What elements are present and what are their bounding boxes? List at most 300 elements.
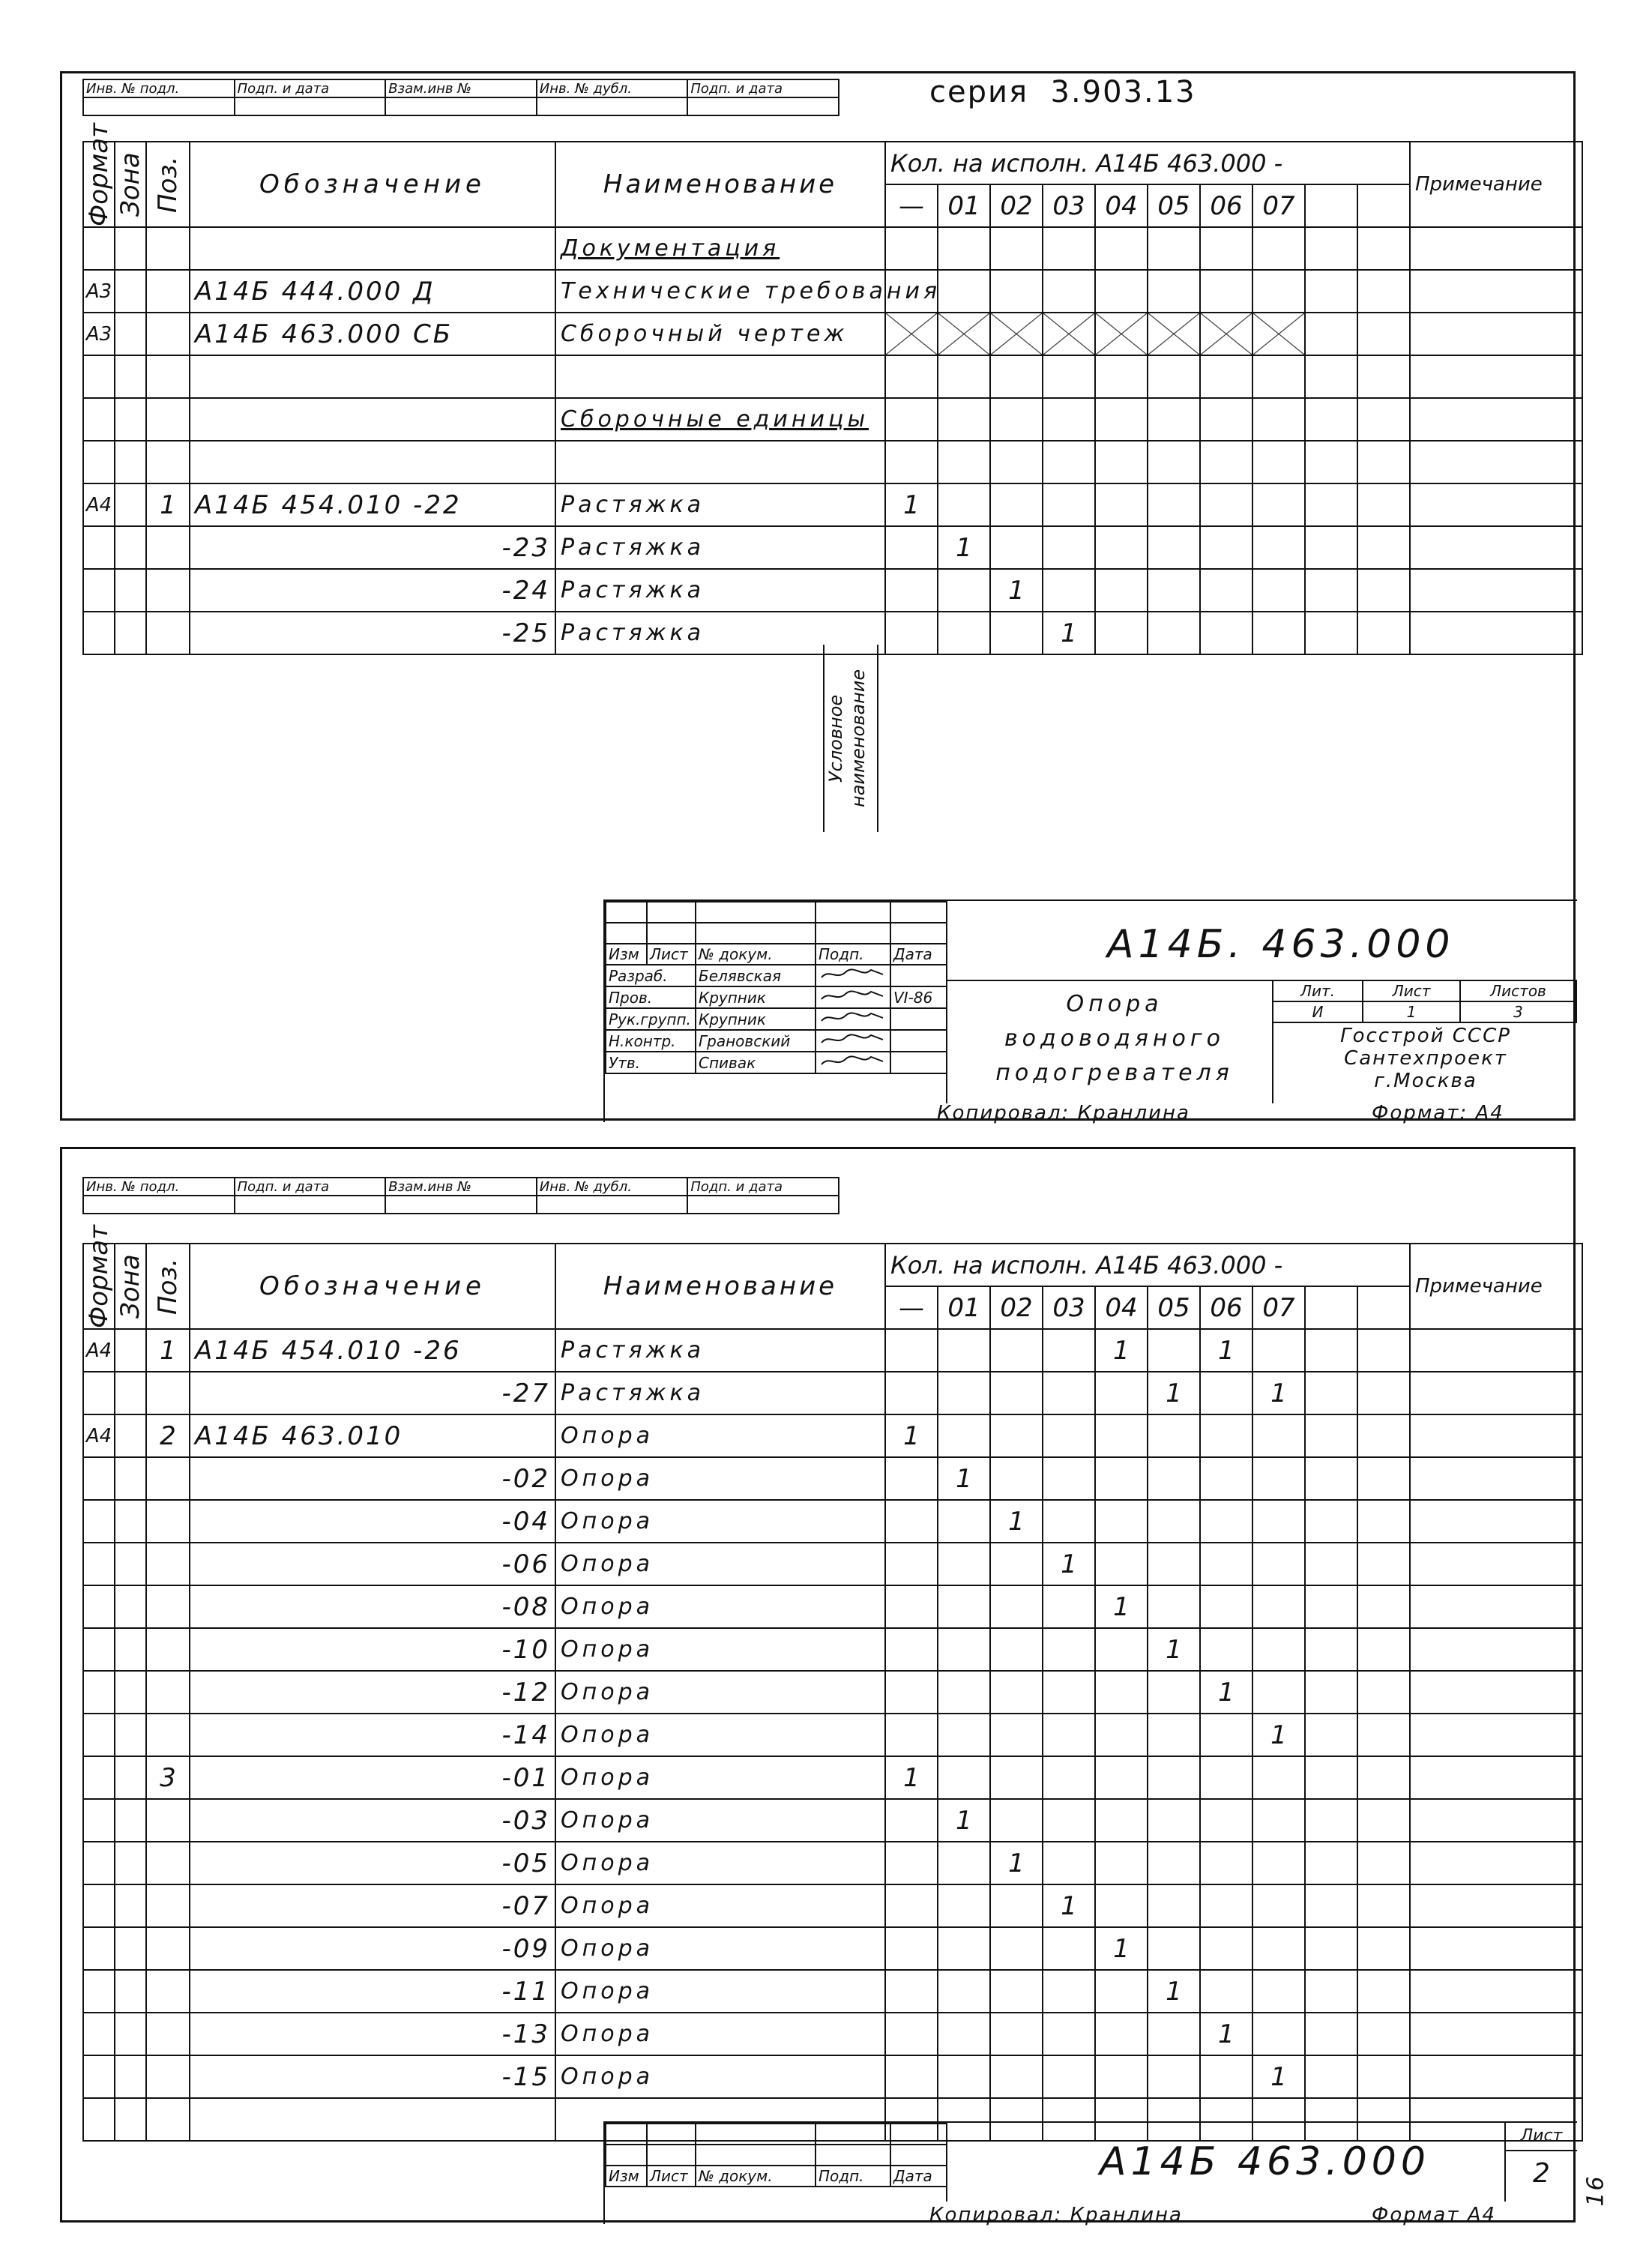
note-cell <box>1410 227 1582 270</box>
qty-cell <box>1043 398 1095 441</box>
qty-cell <box>1148 526 1200 569</box>
zone-cell <box>115 1884 146 1927</box>
variant-header: 05 <box>1148 184 1200 227</box>
qty-cell <box>1043 227 1095 270</box>
qty-cell <box>1148 2055 1200 2098</box>
qty-cell <box>1095 1457 1148 1500</box>
qty-cell <box>885 1671 938 1714</box>
qty-cell <box>938 612 990 654</box>
qty-cell <box>1252 441 1305 483</box>
name-cell <box>555 441 885 483</box>
designation-cell: -09 <box>190 1927 555 1970</box>
qty-cell <box>1200 227 1252 270</box>
qty-cell <box>1095 441 1148 483</box>
qty-cell <box>1252 313 1305 355</box>
spec-row <box>83 1714 1582 1756</box>
qty-cell <box>1095 1414 1148 1457</box>
qty-cell: 1 <box>938 1799 990 1842</box>
note-cell <box>1410 1329 1582 1372</box>
qty-cell-empty <box>1357 398 1410 441</box>
qty-cell <box>1252 1884 1305 1927</box>
stamp-header-cell: Лист <box>647 2166 696 2187</box>
qty-cell-empty <box>1305 2013 1357 2055</box>
qty-cell <box>1200 398 1252 441</box>
name-cell: Опора <box>555 1714 885 1756</box>
variant-header: 07 <box>1252 1286 1305 1329</box>
zone-cell <box>115 1500 146 1543</box>
designation-cell: А14Б 454.010 -26 <box>190 1329 555 1372</box>
position-cell <box>146 1927 190 1970</box>
qty-cell <box>938 1714 990 1756</box>
signature-icon <box>816 1008 890 1030</box>
variant-header: 03 <box>1043 1286 1095 1329</box>
qty-cell <box>990 355 1043 398</box>
designation-cell <box>190 2098 555 2141</box>
format-cell: А4 <box>83 1329 115 1372</box>
qty-cell <box>1252 270 1305 313</box>
qty-cell <box>938 355 990 398</box>
signer-name: Крупник <box>696 1008 816 1030</box>
qty-cell <box>1095 612 1148 654</box>
qty-cell-empty <box>1357 526 1410 569</box>
zone-cell <box>115 2013 146 2055</box>
qty-cell <box>1043 1414 1095 1457</box>
signer-name: Белявская <box>696 965 816 986</box>
stamp-header-cell: Дата <box>890 944 947 965</box>
qty-cell: 1 <box>1200 1671 1252 1714</box>
position-cell <box>146 398 190 441</box>
signer-date <box>890 1008 947 1030</box>
qty-cell <box>1252 1799 1305 1842</box>
qty-cell-empty <box>1357 2013 1410 2055</box>
qty-cell <box>938 1671 990 1714</box>
col-format: Формат <box>84 123 114 226</box>
qty-cell-empty <box>1357 1970 1410 2013</box>
col-format: Формат <box>84 1225 114 1328</box>
designation-cell: -10 <box>190 1628 555 1671</box>
qty-cell-empty <box>1305 398 1357 441</box>
designation-cell: А14Б 463.000 СБ <box>190 313 555 355</box>
qty-cell <box>1148 1714 1200 1756</box>
note-cell <box>1410 1884 1582 1927</box>
name-cell: Опора <box>555 1927 885 1970</box>
qty-cell <box>1095 227 1148 270</box>
qty-cell <box>990 398 1043 441</box>
qty-cell <box>1200 1500 1252 1543</box>
signature-icon <box>816 965 890 986</box>
designation-cell: А14Б 454.010 -22 <box>190 483 555 526</box>
note-cell <box>1410 313 1582 355</box>
qty-cell-empty <box>1357 1756 1410 1799</box>
format-cell <box>83 2055 115 2098</box>
zone-cell <box>115 270 146 313</box>
variant-header-empty <box>1305 184 1357 227</box>
qty-cell <box>1148 569 1200 612</box>
qty-cell: 1 <box>1148 1970 1200 2013</box>
qty-cell-empty <box>1357 2055 1410 2098</box>
note-cell <box>1410 1457 1582 1500</box>
spec-row <box>83 1585 1582 1628</box>
qty-cell <box>938 1884 990 1927</box>
designation-cell: А14Б 463.010 <box>190 1414 555 1457</box>
qty-cell <box>885 227 938 270</box>
sheet1-lit-table <box>1272 980 1577 1023</box>
designation-cell: -14 <box>190 1714 555 1756</box>
col-note: Примечание <box>1410 142 1582 227</box>
qty-cell: 1 <box>1095 1585 1148 1628</box>
note-cell <box>1410 1799 1582 1842</box>
qty-cell <box>1200 1970 1252 2013</box>
col-note: Примечание <box>1410 1244 1582 1329</box>
col-zone: Зона <box>115 1244 146 1329</box>
name-cell: Сборочные единицы <box>555 398 885 441</box>
spec-row <box>83 1970 1582 2013</box>
name-cell: Растяжка <box>555 1329 885 1372</box>
qty-cell <box>990 1414 1043 1457</box>
archive-header-cell: Подп. и дата <box>687 1178 839 1196</box>
spec-row <box>83 1756 1582 1799</box>
stamp-header-cell: Изм <box>606 2166 647 2187</box>
qty-cell <box>990 1671 1043 1714</box>
qty-cell <box>1252 1585 1305 1628</box>
qty-cell <box>1148 1585 1200 1628</box>
stamp-header-cell: Лист <box>647 944 696 965</box>
archive-header-cell: Взам.инв № <box>385 1178 537 1196</box>
designation-cell: А14Б 444.000 Д <box>190 270 555 313</box>
qty-cell-empty <box>1357 1543 1410 1585</box>
zone-cell <box>115 1628 146 1671</box>
qty-cell <box>1200 569 1252 612</box>
archive-header-cell: Подп. и дата <box>235 1178 386 1196</box>
qty-cell <box>1043 1329 1095 1372</box>
qty-cell <box>938 270 990 313</box>
format-cell: А3 <box>83 270 115 313</box>
designation-cell: -27 <box>190 1372 555 1414</box>
designation-cell: -07 <box>190 1884 555 1927</box>
lit-value: 1 <box>1363 1001 1460 1022</box>
qty-cell <box>885 1799 938 1842</box>
name-cell <box>555 355 885 398</box>
qty-cell <box>938 398 990 441</box>
qty-cell <box>1095 1756 1148 1799</box>
signer-role: Пров. <box>606 986 696 1008</box>
spec-row <box>83 1543 1582 1585</box>
qty-cell-empty <box>1357 612 1410 654</box>
series-number: 3.903.13 <box>1050 75 1196 109</box>
qty-cell <box>938 2055 990 2098</box>
designation-cell <box>190 441 555 483</box>
format-cell: А3 <box>83 313 115 355</box>
qty-cell-empty <box>1357 1884 1410 1927</box>
qty-cell <box>938 227 990 270</box>
designation-cell: -11 <box>190 1970 555 2013</box>
qty-cell <box>990 1799 1043 1842</box>
variant-header: 01 <box>938 184 990 227</box>
qty-cell: 1 <box>1148 1628 1200 1671</box>
sheet2-copied-by: Копировал: Кранлина <box>929 2204 1183 2226</box>
qty-cell <box>990 1927 1043 1970</box>
signer-role: Рук.групп. <box>606 1008 696 1030</box>
qty-cell-empty <box>1357 355 1410 398</box>
qty-cell <box>885 526 938 569</box>
qty-cell-empty <box>1357 1842 1410 1884</box>
lit-value: 3 <box>1460 1001 1576 1022</box>
name-cell: Опора <box>555 1799 885 1842</box>
note-cell <box>1410 1927 1582 1970</box>
position-cell <box>146 1842 190 1884</box>
signer-row <box>606 1052 947 1073</box>
stamp-header-cell: Подп. <box>816 944 890 965</box>
zone-cell <box>115 398 146 441</box>
name-cell: Растяжка <box>555 483 885 526</box>
zone-cell <box>115 1414 146 1457</box>
qty-cell <box>1148 355 1200 398</box>
qty-cell <box>938 1842 990 1884</box>
note-cell <box>1410 1414 1582 1457</box>
zone-cell <box>115 1372 146 1414</box>
sheet1-spec-table <box>82 123 1583 655</box>
qty-cell <box>885 1628 938 1671</box>
position-cell <box>146 1799 190 1842</box>
note-cell <box>1410 483 1582 526</box>
qty-cell-empty <box>1305 526 1357 569</box>
name-cell: Технические требования <box>555 270 885 313</box>
format-cell <box>83 441 115 483</box>
qty-cell-empty <box>1305 1671 1357 1714</box>
sheet2-doc-code: А14Б 463.000 <box>1100 2139 1430 2184</box>
qty-cell <box>1148 1884 1200 1927</box>
qty-cell <box>990 441 1043 483</box>
qty-cell <box>1200 1585 1252 1628</box>
note-cell <box>1410 526 1582 569</box>
qty-cell-empty <box>1357 1628 1410 1671</box>
qty-cell <box>1148 1842 1200 1884</box>
qty-cell <box>1148 1756 1200 1799</box>
sheet1-title-block <box>603 899 1577 1122</box>
qty-cell <box>990 227 1043 270</box>
position-cell <box>146 1970 190 2013</box>
variant-header-empty <box>1305 1286 1357 1329</box>
format-cell <box>83 612 115 654</box>
qty-cell <box>990 1585 1043 1628</box>
qty-cell <box>990 2013 1043 2055</box>
note-cell <box>1410 1500 1582 1543</box>
qty-cell <box>1252 1756 1305 1799</box>
qty-cell <box>885 1842 938 1884</box>
zone-cell <box>115 1799 146 1842</box>
designation-cell <box>190 227 555 270</box>
variant-header: 06 <box>1200 184 1252 227</box>
sheet1-copied-by: Копировал: Кранлина <box>937 1102 1190 1124</box>
name-cell: Опора <box>555 1585 885 1628</box>
qty-cell-empty <box>1357 270 1410 313</box>
qty-cell <box>1043 2055 1095 2098</box>
note-cell <box>1410 2055 1582 2098</box>
zone-cell <box>115 2055 146 2098</box>
qty-cell <box>1148 1927 1200 1970</box>
sheet1-format: Формат: А4 <box>1372 1102 1504 1124</box>
lit-header: Лит. <box>1273 980 1363 1001</box>
zone-cell <box>115 569 146 612</box>
note-cell <box>1410 1585 1582 1628</box>
variant-header: 07 <box>1252 184 1305 227</box>
variant-header: — <box>885 184 938 227</box>
qty-cell <box>938 1414 990 1457</box>
note-cell <box>1410 398 1582 441</box>
qty-cell <box>990 1714 1043 1756</box>
qty-cell <box>1252 483 1305 526</box>
sheet1-organization: Госстрой СССР Сантехпроект г.Москва <box>1340 1025 1511 1092</box>
signer-date <box>890 1052 947 1073</box>
note-cell <box>1410 1372 1582 1414</box>
qty-cell <box>1200 2055 1252 2098</box>
format-cell <box>83 1543 115 1585</box>
position-cell <box>146 2098 190 2141</box>
name-cell: Растяжка <box>555 526 885 569</box>
qty-cell: 1 <box>1252 1714 1305 1756</box>
qty-cell <box>1252 1628 1305 1671</box>
zone-cell <box>115 612 146 654</box>
format-cell: А4 <box>83 1414 115 1457</box>
qty-cell <box>1252 612 1305 654</box>
qty-cell <box>1252 2013 1305 2055</box>
qty-cell-empty <box>1357 1799 1410 1842</box>
format-cell <box>83 1671 115 1714</box>
qty-cell <box>1043 1585 1095 1628</box>
qty-cell-empty <box>1357 569 1410 612</box>
qty-cell <box>1252 1970 1305 2013</box>
qty-cell <box>1200 1543 1252 1585</box>
zone-cell <box>115 1756 146 1799</box>
spec-row <box>83 1457 1582 1500</box>
spec-row <box>83 483 1582 526</box>
qty-cell <box>990 1457 1043 1500</box>
name-cell: Растяжка <box>555 1372 885 1414</box>
qty-cell-empty <box>1305 1799 1357 1842</box>
variant-header: 06 <box>1200 1286 1252 1329</box>
qty-cell-empty <box>1305 1457 1357 1500</box>
spec-row <box>83 1884 1582 1927</box>
zone-cell <box>115 526 146 569</box>
qty-cell-empty <box>1305 2055 1357 2098</box>
signer-row <box>606 986 947 1008</box>
qty-cell-empty <box>1357 1500 1410 1543</box>
qty-cell: 1 <box>885 1756 938 1799</box>
lit-header: Листов <box>1460 980 1576 1001</box>
sheet1-doc-title: Опора водоводяного подогревателя <box>995 991 1234 1086</box>
designation-cell: -12 <box>190 1671 555 1714</box>
qty-cell-empty <box>1305 355 1357 398</box>
note-cell <box>1410 612 1582 654</box>
designation-cell: -13 <box>190 2013 555 2055</box>
qty-cell <box>1095 270 1148 313</box>
qty-cell: 1 <box>1043 612 1095 654</box>
qty-cell <box>938 1970 990 2013</box>
position-cell <box>146 227 190 270</box>
qty-cell: 1 <box>885 1414 938 1457</box>
note-cell <box>1410 270 1582 313</box>
qty-cell-empty <box>1305 1842 1357 1884</box>
qty-cell: 1 <box>990 569 1043 612</box>
qty-cell: 1 <box>1095 1329 1148 1372</box>
spec-row <box>83 526 1582 569</box>
qty-cell <box>885 612 938 654</box>
note-cell <box>1410 1628 1582 1671</box>
spec-row <box>83 2055 1582 2098</box>
qty-cell <box>1043 1500 1095 1543</box>
qty-cell <box>990 483 1043 526</box>
qty-cell <box>1148 270 1200 313</box>
qty-cell <box>1200 1414 1252 1457</box>
format-cell <box>83 1927 115 1970</box>
qty-cell: 1 <box>990 1842 1043 1884</box>
qty-cell-empty <box>1357 1714 1410 1756</box>
qty-cell <box>1148 1414 1200 1457</box>
position-cell: 1 <box>146 1329 190 1372</box>
qty-cell <box>1148 441 1200 483</box>
qty-cell <box>1200 1628 1252 1671</box>
qty-cell <box>1252 1457 1305 1500</box>
qty-cell <box>1252 1414 1305 1457</box>
sheet2-lit-value: 2 <box>1533 2158 1550 2189</box>
qty-cell <box>885 1543 938 1585</box>
stamp-header-cell: Дата <box>890 2166 947 2187</box>
name-cell: Растяжка <box>555 612 885 654</box>
qty-cell <box>1043 441 1095 483</box>
designation-cell: -04 <box>190 1500 555 1543</box>
qty-cell: 1 <box>1252 2055 1305 2098</box>
qty-cell <box>1095 1799 1148 1842</box>
qty-cell-empty <box>1305 1414 1357 1457</box>
position-cell <box>146 569 190 612</box>
spec-row <box>83 1628 1582 1671</box>
qty-cell <box>885 1970 938 2013</box>
spec-row <box>83 569 1582 612</box>
qty-cell <box>1095 1500 1148 1543</box>
signer-role: Н.контр. <box>606 1030 696 1052</box>
qty-cell <box>938 569 990 612</box>
qty-cell <box>1252 526 1305 569</box>
signer-name: Крупник <box>696 986 816 1008</box>
spec-row <box>83 1671 1582 1714</box>
signer-row <box>606 1008 947 1030</box>
lit-header: Лист <box>1363 980 1460 1001</box>
spec-row <box>83 1799 1582 1842</box>
position-cell <box>146 1500 190 1543</box>
qty-cell <box>1095 355 1148 398</box>
qty-cell <box>885 441 938 483</box>
spec-row <box>83 1414 1582 1457</box>
qty-cell: 1 <box>938 526 990 569</box>
qty-cell-empty <box>1305 1585 1357 1628</box>
qty-cell <box>938 2013 990 2055</box>
name-cell: Опора <box>555 1628 885 1671</box>
signer-row <box>606 965 947 986</box>
position-cell <box>146 441 190 483</box>
qty-cell <box>1095 569 1148 612</box>
qty-cell <box>938 1500 990 1543</box>
qty-cell-empty <box>1305 1756 1357 1799</box>
format-cell <box>83 2013 115 2055</box>
qty-cell-empty <box>1357 227 1410 270</box>
sheet2-top-header <box>82 1177 839 1214</box>
qty-cell-empty <box>1305 1884 1357 1927</box>
variant-header: 02 <box>990 184 1043 227</box>
col-designation: Обозначение <box>190 142 555 227</box>
qty-cell-empty <box>1357 1671 1410 1714</box>
qty-cell-empty <box>1305 270 1357 313</box>
qty-cell <box>1095 1628 1148 1671</box>
